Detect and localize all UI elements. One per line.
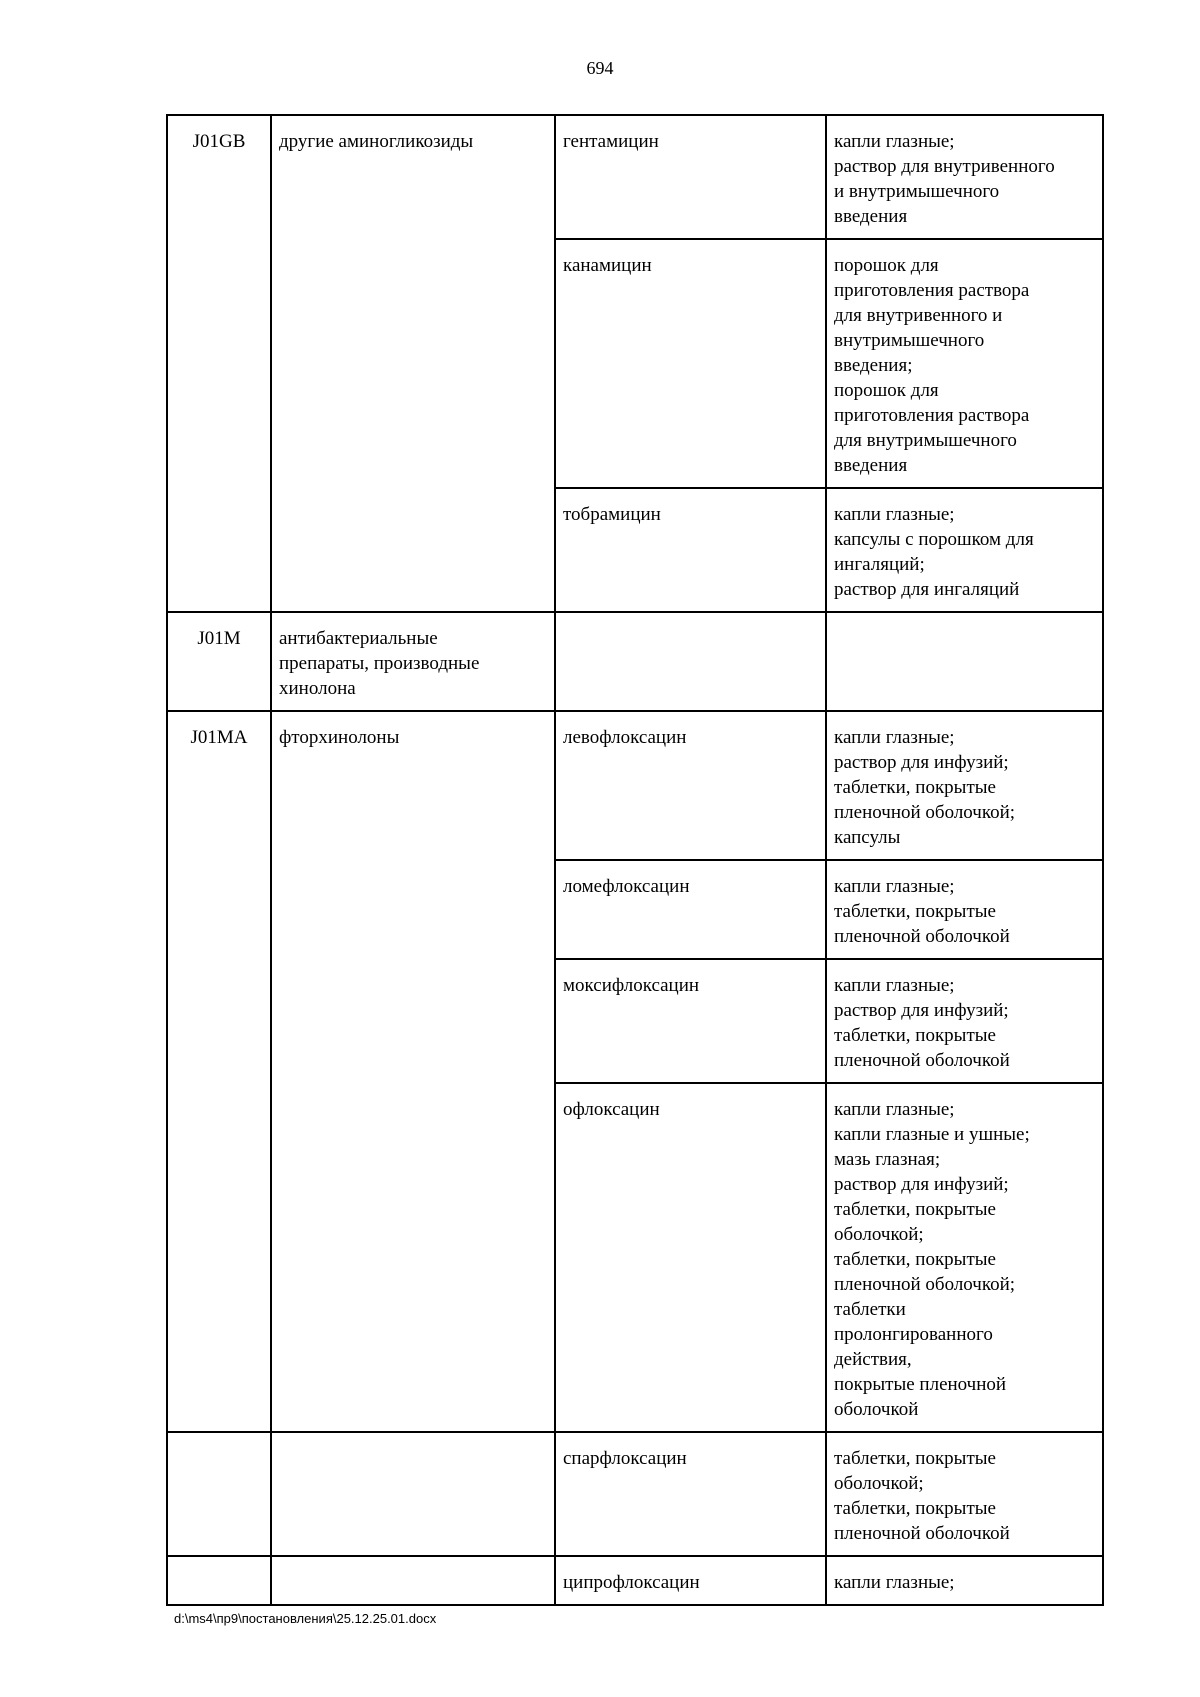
dosage-forms-cell: капли глазные; раствор для инфузий; таблетки, покрытые пленочной оболочкой; капсулы bbox=[826, 711, 1103, 860]
dosage-forms-cell: капли глазные; таблетки, покрытые пленочной оболочкой bbox=[826, 860, 1103, 959]
footer-file-path: d:\ms4\пр9\постановления\25.12.25.01.docx bbox=[174, 1611, 437, 1626]
drug-classification-table bbox=[166, 114, 1104, 1606]
group-name-cell bbox=[271, 1432, 555, 1556]
drug-name-cell: гентамицин bbox=[555, 115, 826, 239]
atc-code-cell bbox=[167, 1432, 271, 1556]
dosage-forms-cell: капли глазные; раствор для внутривенного и внутримышечного введения bbox=[826, 115, 1103, 239]
atc-code-cell: J01M bbox=[167, 612, 271, 711]
table-row bbox=[167, 1432, 1103, 1556]
drug-name-cell: ломефлоксацин bbox=[555, 860, 826, 959]
drug-name-cell: офлоксацин bbox=[555, 1083, 826, 1432]
group-name-cell: антибактериальные препараты, производные хинолона bbox=[271, 612, 555, 711]
group-name-cell bbox=[271, 1556, 555, 1605]
dosage-forms-cell: таблетки, покрытые оболочкой; таблетки, покрытые пленочной оболочкой bbox=[826, 1432, 1103, 1556]
table-row bbox=[167, 711, 1103, 860]
drug-name-cell: тобрамицин bbox=[555, 488, 826, 612]
dosage-forms-cell: капли глазные; раствор для инфузий; таблетки, покрытые пленочной оболочкой bbox=[826, 959, 1103, 1083]
drug-name-cell: ципрофлоксацин bbox=[555, 1556, 826, 1605]
page-number: 694 bbox=[586, 58, 614, 78]
group-name-cell: другие аминогликозиды bbox=[271, 115, 555, 612]
drug-name-cell: спарфлоксацин bbox=[555, 1432, 826, 1556]
table-row bbox=[167, 1556, 1103, 1605]
dosage-forms-cell: капли глазные; bbox=[826, 1556, 1103, 1605]
dosage-forms-cell: капли глазные; капли глазные и ушные; мазь глазная; раствор для инфузий; таблетки, покрытые оболочкой; таблетки, покрытые пленочной оболочкой; таблетки пролонгированного действия, покрытые пленочной оболочкой bbox=[826, 1083, 1103, 1432]
drug-name-cell: канамицин bbox=[555, 239, 826, 488]
dosage-forms-cell: капли глазные; капсулы с порошком для ингаляций; раствор для ингаляций bbox=[826, 488, 1103, 612]
dosage-forms-cell bbox=[826, 612, 1103, 711]
table-row bbox=[167, 612, 1103, 711]
drug-name-cell: левофлоксацин bbox=[555, 711, 826, 860]
group-name-cell: фторхинолоны bbox=[271, 711, 555, 1432]
dosage-forms-cell: порошок для приготовления раствора для внутривенного и внутримышечного введения; порошок для приготовления раствора для внутримышечного введения bbox=[826, 239, 1103, 488]
atc-code-cell: J01GB bbox=[167, 115, 271, 612]
drug-name-cell bbox=[555, 612, 826, 711]
atc-code-cell: J01MA bbox=[167, 711, 271, 1432]
table-row bbox=[167, 115, 1103, 239]
atc-code-cell bbox=[167, 1556, 271, 1605]
drug-name-cell: моксифлоксацин bbox=[555, 959, 826, 1083]
